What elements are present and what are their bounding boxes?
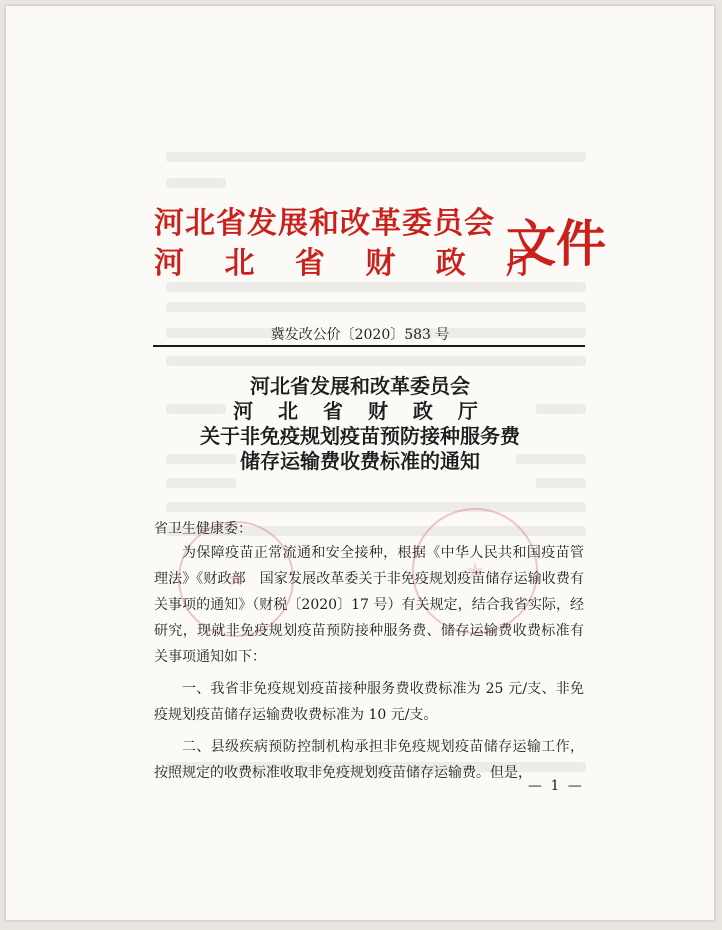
title-line-1: 河北省发展和改革委员会: [250, 374, 470, 398]
body-paragraph-item-1: 一、我省非免疫规划疫苗接种服务费收费标准为 25 元/支、非免疫规划疫苗储存运输费收费标准为 10 元/支。: [154, 681, 584, 723]
header-divider: [153, 345, 585, 347]
notice-title: [6, 374, 714, 474]
title-line-3: 关于非免疫规划疫苗预防接种服务费: [200, 424, 520, 448]
notice-body: [154, 540, 584, 786]
document-type-label: 文件: [506, 215, 606, 273]
page-number: — 1 —: [528, 778, 584, 794]
issuer-finance-dept: 河 北 省 财 政 厅: [154, 246, 552, 281]
body-paragraph-item-2: 二、县级疾病预防控制机构承担非免疫规划疫苗储存运输工作，按照规定的收费标准收取非免疫规划疫苗储存运输费。但是，: [154, 739, 584, 781]
title-line-2: 河 北 省 财 政 厅: [233, 399, 487, 423]
body-paragraph-intro: 为保障疫苗正常流通和安全接种，根据《中华人民共和国疫苗管理法》《财政部 国家发展改革委关于非免疫规划疫苗储存运输收费有关事项的通知》（财税〔2020〕17 号）有关规定，结合我省实际，经研究，现就非免疫规划疫苗预防接种服务费、储存运输费收费标准有关事项通知如下：: [154, 545, 584, 665]
title-line-4: 储存运输费收费标准的通知: [240, 449, 480, 473]
document-page: [6, 6, 714, 920]
addressee: 省卫生健康委：: [154, 521, 252, 537]
issuer-ndrc: 河北省发展和改革委员会: [154, 206, 495, 241]
issuing-authorities: [154, 204, 551, 284]
document-number: 冀发改公价〔2020〕583 号: [270, 327, 450, 343]
